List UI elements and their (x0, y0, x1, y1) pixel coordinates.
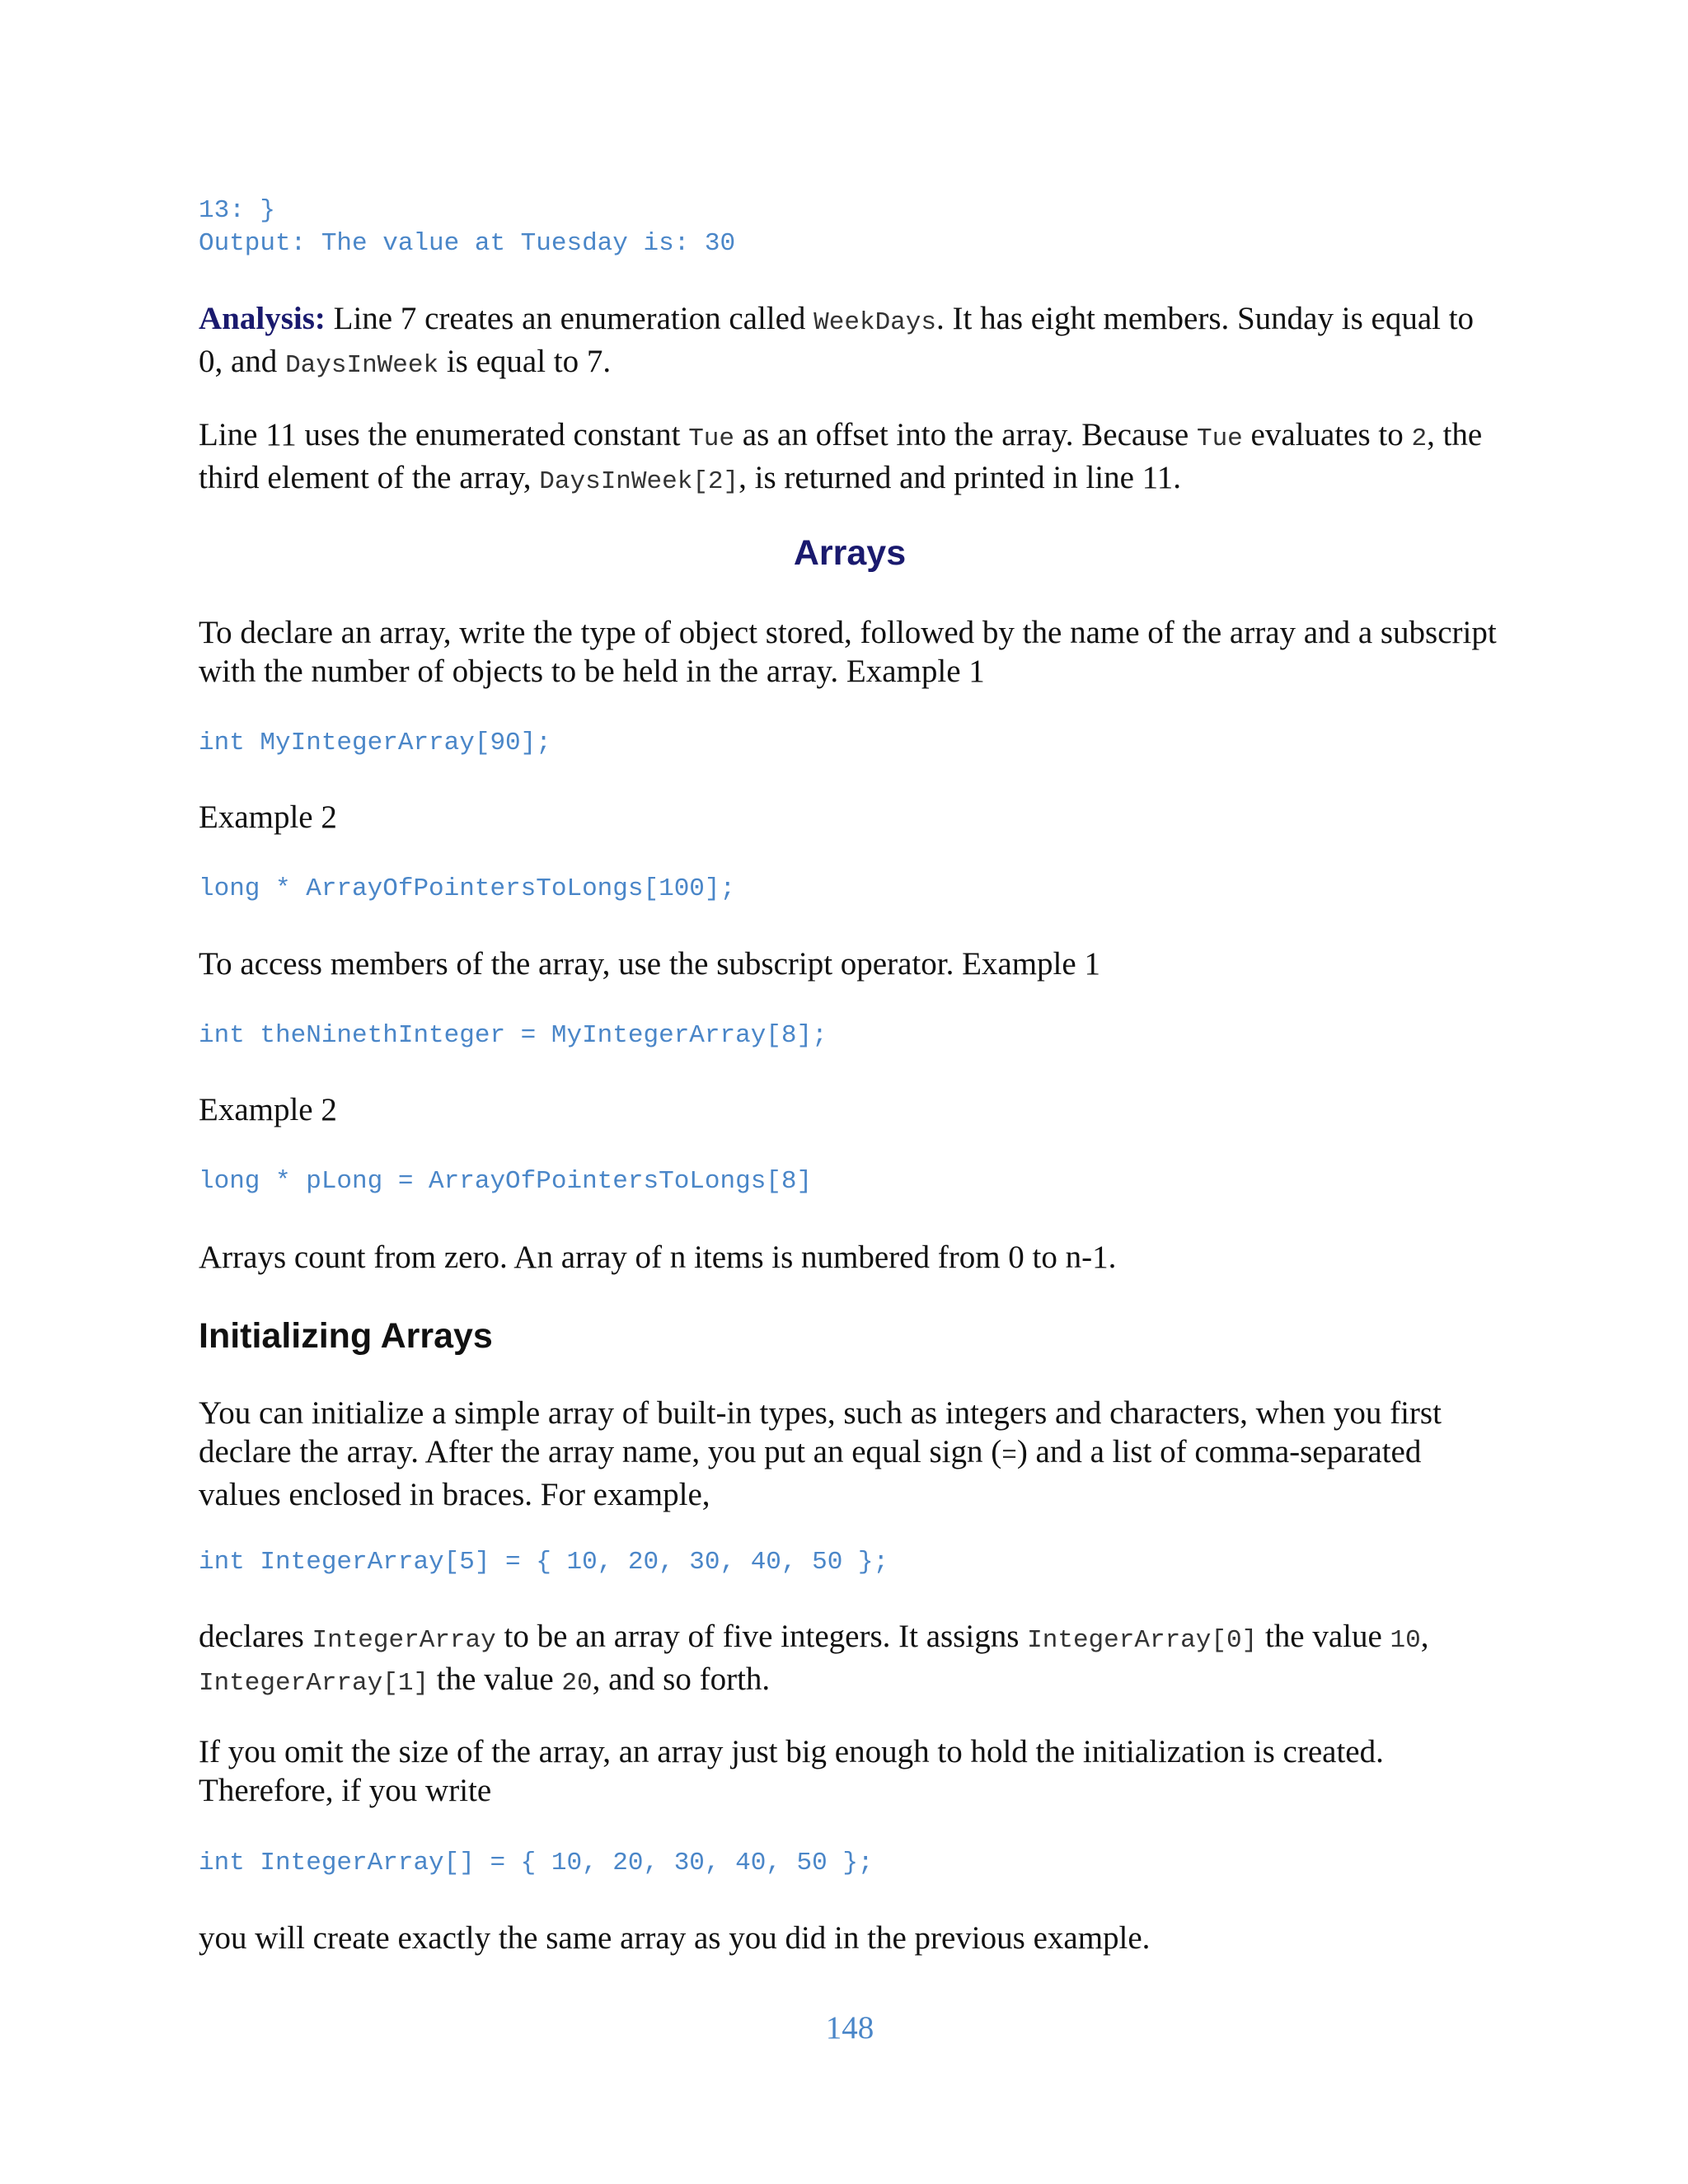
code-init-1: int IntegerArray[5] = { 10, 20, 30, 40, 50 }; (199, 1548, 889, 1577)
inline-code-2: 2 (1411, 424, 1428, 453)
section-heading-initializing-arrays: Initializing Arrays (199, 1316, 493, 1356)
analysis-paragraph: Analysis: Line 7 creates an enumeration called WeekDays. It has eight members. Sunday is equal to 0, and DaysInWeek is equal to 7. (199, 301, 1475, 380)
inline-code-equals: = (1001, 1441, 1017, 1470)
inline-code-10: 10 (1390, 1626, 1421, 1655)
inline-code-integerarray-1: IntegerArray[1] (199, 1669, 429, 1698)
code-init-2: int IntegerArray[] = { 10, 20, 30, 40, 50 }; (199, 1849, 874, 1877)
declare-paragraph: To declare an array, write the type of object stored, followed by the name of the array and a subscript with the number of objects to be held in the array. Example 1 (199, 615, 1497, 689)
inline-code-integerarray-0: IntegerArray[0] (1027, 1626, 1258, 1655)
omit-paragraph: If you omit the size of the array, an array just big enough to hold the initialization is created. Therefore, if you write (199, 1734, 1384, 1808)
code-access-1: int theNinethInteger = MyIntegerArray[8]; (199, 1021, 828, 1050)
document-page (199, 0, 1501, 2184)
declares-paragraph: declares IntegerArray to be an array of five integers. It assigns IntegerArray[0] the value 10, IntegerArray[1] the value 20, and so forth. (199, 1619, 1429, 1698)
code-declare-2: long * ArrayOfPointersToLongs[100]; (199, 874, 736, 903)
section-heading-arrays: Arrays (793, 533, 907, 573)
code-access-2: long * pLong = ArrayOfPointersToLongs[8] (199, 1167, 813, 1196)
inline-code-tue: Tue (688, 424, 735, 453)
code-output-line: Output: The value at Tuesday is: 30 (199, 229, 736, 258)
line11-paragraph: Line 11 uses the enumerated constant Tue as an offset into the array. Because Tue evaluates to 2, the third element of the array, DaysInWeek[2], is returned and printed in line 11. (199, 417, 1483, 496)
inline-code-20: 20 (561, 1669, 593, 1698)
code-line-13: 13: } (199, 196, 276, 225)
inline-code-weekdays: WeekDays (814, 308, 936, 337)
inline-code-tue: Tue (1196, 424, 1243, 453)
code-declare-1: int MyIntegerArray[90]; (199, 729, 551, 757)
access-paragraph: To access members of the array, use the subscript operator. Example 1 (199, 946, 1100, 982)
analysis-lead: Analysis: (199, 301, 326, 336)
init-paragraph: You can initialize a simple array of built-in types, such as integers and characters, when you first declare the array. After the array name, you put an equal sign (=) and a list of comma-separated values enclosed in braces. For example, (199, 1395, 1442, 1512)
inline-code-daysinweek: DaysInWeek (285, 351, 439, 380)
final-paragraph: you will create exactly the same array as you did in the previous example. (199, 1920, 1151, 1956)
inline-code-daysinweek-2: DaysInWeek[2] (539, 467, 739, 496)
code-listing-tail (199, 194, 1501, 260)
count-paragraph: Arrays count from zero. An array of n items is numbered from 0 to n-1. (199, 1240, 1117, 1275)
page-number: 148 (825, 2010, 874, 2046)
example-2-label: Example 2 (199, 1092, 337, 1127)
example-2-label: Example 2 (199, 799, 337, 835)
inline-code-integerarray: IntegerArray (312, 1626, 496, 1655)
